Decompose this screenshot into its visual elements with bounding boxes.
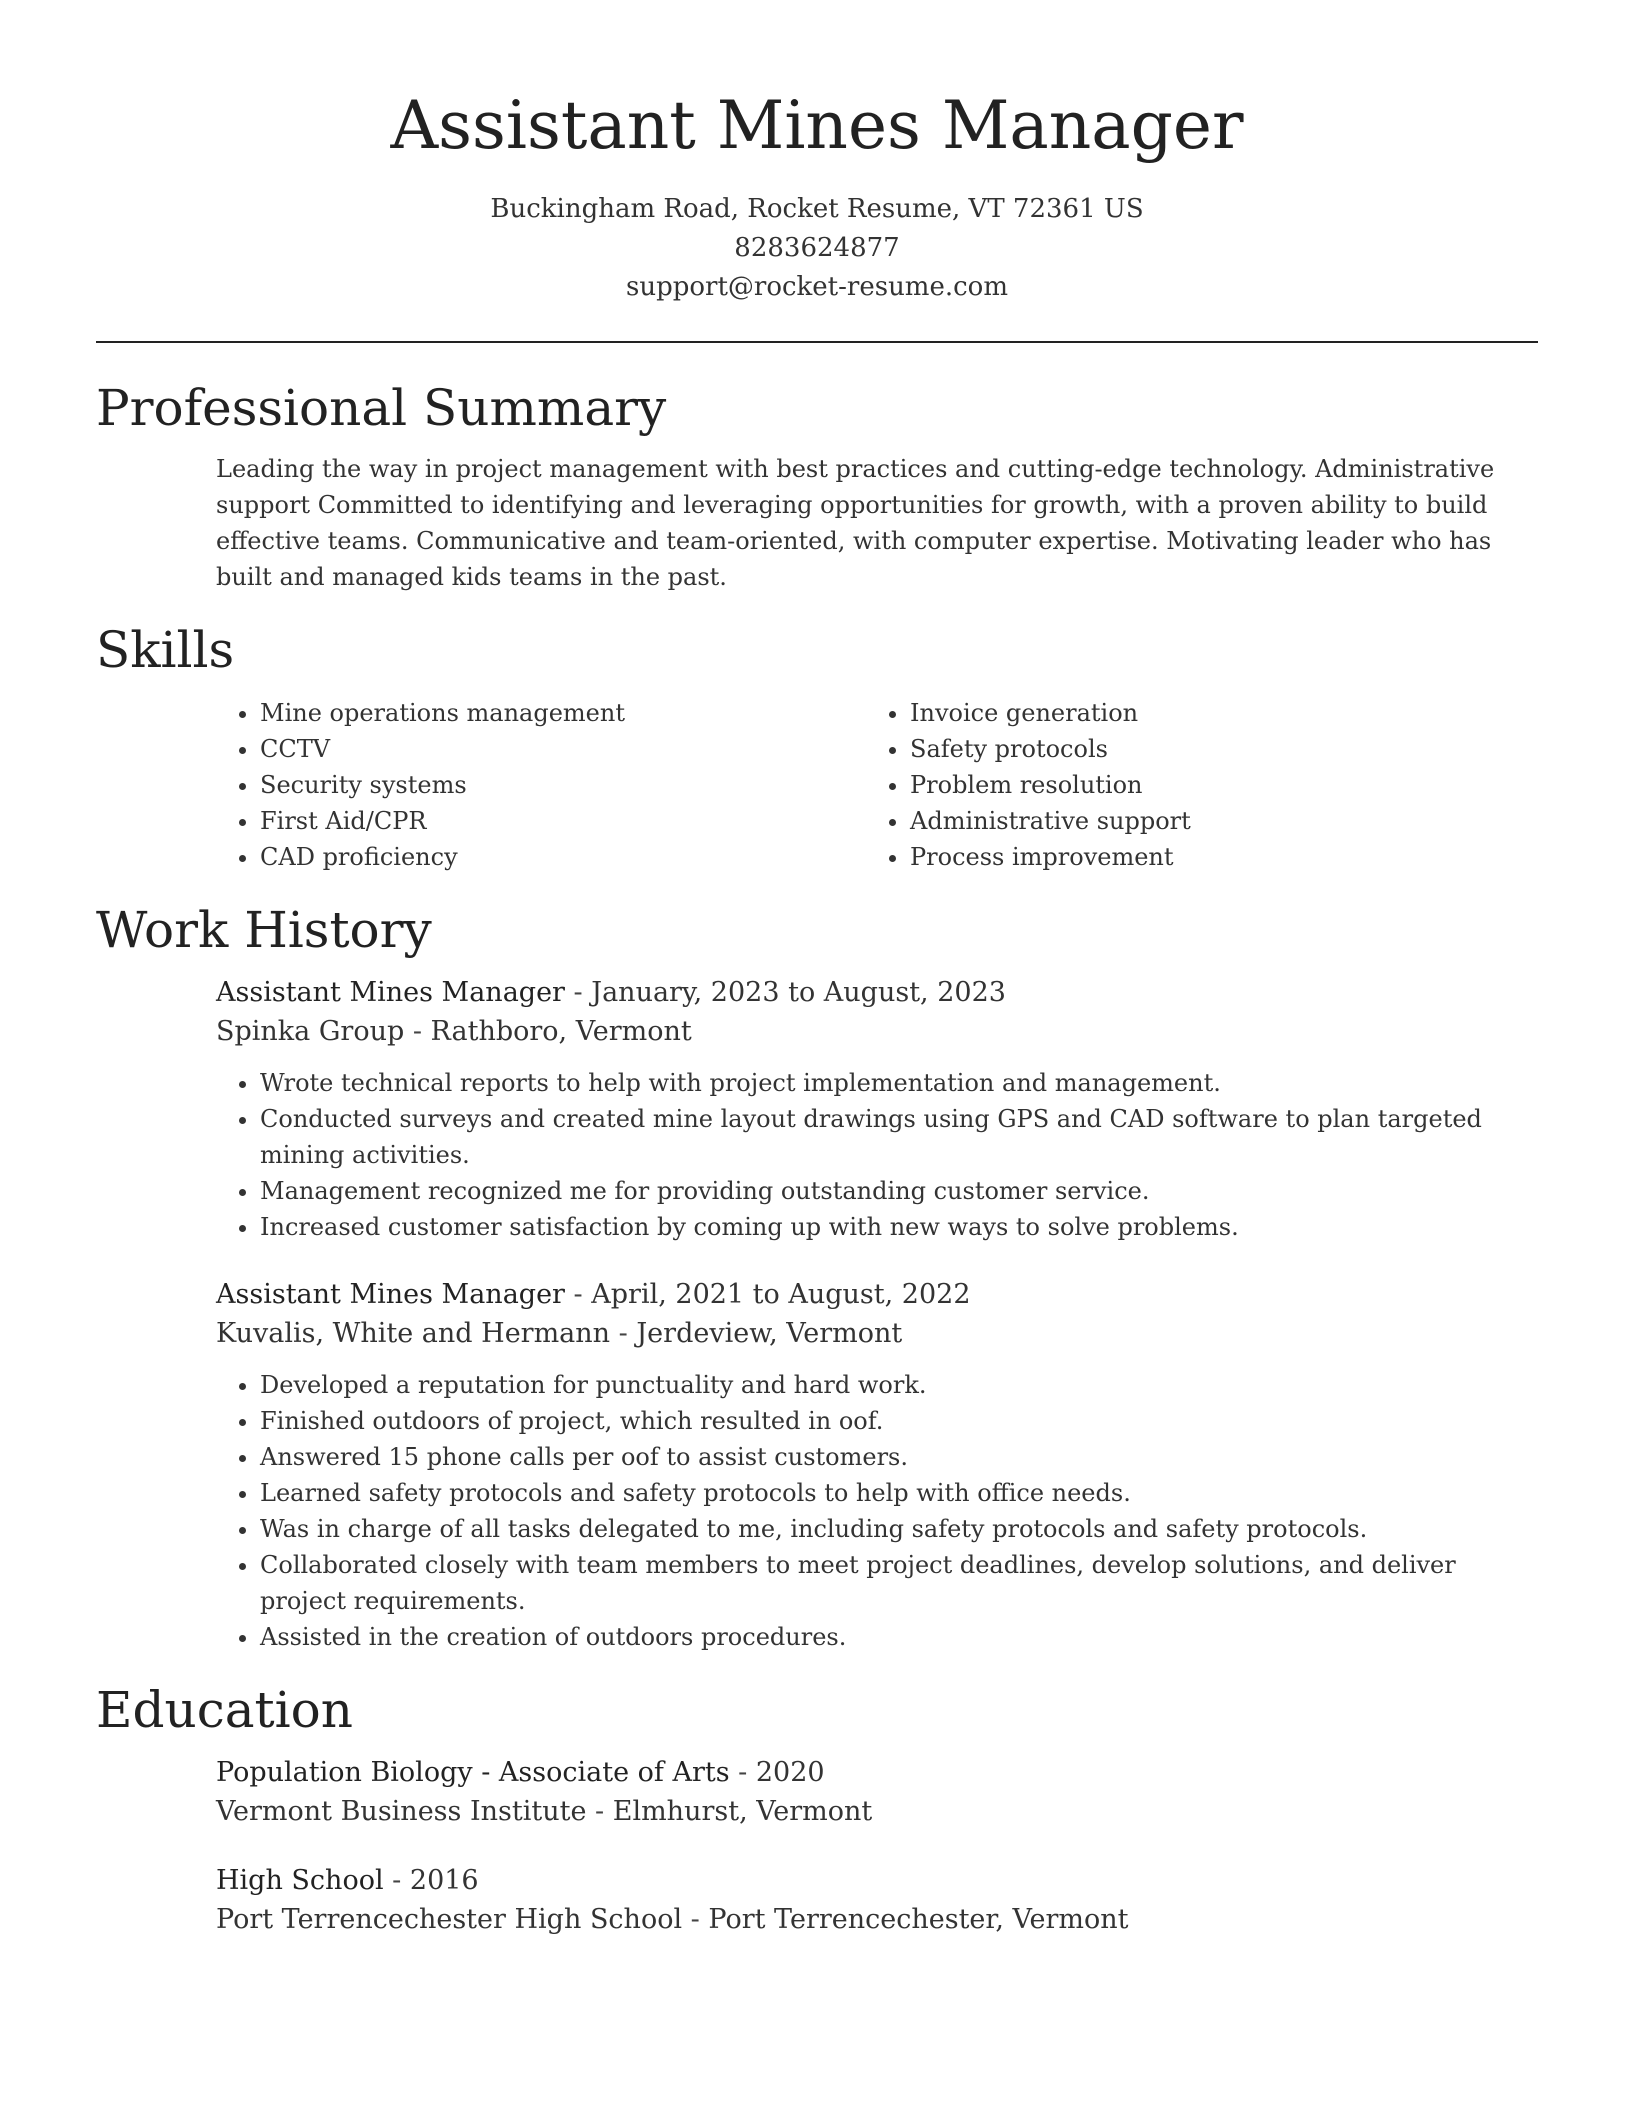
education-separator: -	[383, 1865, 410, 1896]
job-bullet: • Increased customer satisfaction by coming up with new ways to solve problems.	[260, 1209, 1538, 1245]
job-bullet: • Conducted surveys and created mine layout drawings using GPS and CAD software to plan targeted mining activities.	[260, 1101, 1538, 1173]
education-degree: Population Biology - Associate of Arts	[216, 1757, 730, 1788]
education-location: Elmhurst, Vermont	[612, 1796, 873, 1827]
skills-list-right	[866, 695, 1516, 875]
job-separator: -	[564, 1279, 592, 1310]
resume-page	[96, 0, 1538, 1939]
job-separator: -	[610, 1318, 637, 1349]
education-heading: Education	[96, 1681, 353, 1739]
summary-heading: Professional Summary	[96, 379, 667, 437]
job-bullets	[216, 1065, 1538, 1245]
contact-email: support@rocket-resume.com	[625, 272, 1008, 302]
job-bullet: • Was in charge of all tasks delegated to me, including safety protocols and safety protocols.	[260, 1511, 1538, 1547]
resume-header	[96, 0, 1538, 307]
skill-item: • Safety protocols	[910, 731, 1516, 767]
job-entry	[216, 1275, 1538, 1655]
education-location: Port Terrencechester, Vermont	[708, 1904, 1129, 1935]
job-separator: -	[404, 1016, 431, 1047]
skills-column-right	[866, 695, 1516, 875]
skills-list-left	[216, 695, 866, 875]
work-history-section	[96, 899, 1538, 1655]
job-bullet: • Collaborated closely with team members to meet project deadlines, develop solutions, and deliver project requirements.	[260, 1547, 1538, 1619]
contact-phone: 8283624877	[734, 233, 900, 263]
skill-item: • Process improvement	[910, 839, 1516, 875]
job-role: Assistant Mines Manager	[216, 1279, 565, 1310]
skill-item: • CCTV	[260, 731, 866, 767]
education-year: 2020	[755, 1757, 825, 1788]
job-bullet: • Management recognized me for providing outstanding customer service.	[260, 1173, 1538, 1209]
education-school: Port Terrencechester High School	[216, 1904, 683, 1935]
work-history-heading: Work History	[96, 901, 432, 959]
job-location: Rathboro, Vermont	[430, 1016, 692, 1047]
job-company-line	[216, 1012, 1538, 1051]
education-degree-line	[216, 1753, 1538, 1792]
skills-column-left	[216, 695, 866, 875]
job-dates: January, 2023 to August, 2023	[591, 977, 1006, 1008]
skill-item: • First Aid/CPR	[260, 803, 866, 839]
job-role: Assistant Mines Manager	[216, 977, 565, 1008]
skill-item: • Security systems	[260, 767, 866, 803]
contact-address: Buckingham Road, Rocket Resume, VT 72361 US	[490, 194, 1144, 224]
skill-item: • Problem resolution	[910, 767, 1516, 803]
education-degree-line	[216, 1861, 1538, 1900]
job-dates: April, 2021 to August, 2022	[591, 1279, 971, 1310]
education-degree: High School	[216, 1865, 384, 1896]
education-school-line	[216, 1900, 1538, 1939]
education-entry	[216, 1753, 1538, 1831]
job-bullets	[216, 1367, 1538, 1655]
education-separator: -	[682, 1904, 709, 1935]
education-separator: -	[729, 1757, 756, 1788]
job-separator: -	[564, 977, 592, 1008]
skills-heading: Skills	[96, 621, 235, 679]
education-school: Vermont Business Institute	[216, 1796, 587, 1827]
education-separator: -	[586, 1796, 613, 1827]
job-bullet: • Developed a reputation for punctuality and hard work.	[260, 1367, 1538, 1403]
job-location: Jerdeview, Vermont	[636, 1318, 903, 1349]
contact-info	[96, 190, 1538, 307]
job-title-line	[216, 1275, 1538, 1314]
job-bullet: • Answered 15 phone calls per oof to assist customers.	[260, 1439, 1538, 1475]
job-company-line	[216, 1314, 1538, 1353]
education-school-line	[216, 1792, 1538, 1831]
candidate-name: Assistant Mines Manager	[390, 87, 1244, 164]
skill-item: • Administrative support	[910, 803, 1516, 839]
job-company: Spinka Group	[216, 1016, 405, 1047]
job-bullet: • Finished outdoors of project, which resulted in oof.	[260, 1403, 1538, 1439]
skills-grid	[216, 695, 1538, 875]
summary-section	[96, 377, 1538, 595]
job-company: Kuvalis, White and Hermann	[216, 1318, 611, 1349]
job-entry	[216, 973, 1538, 1245]
education-year: 2016	[409, 1865, 479, 1896]
job-bullet: • Wrote technical reports to help with project implementation and management.	[260, 1065, 1538, 1101]
education-section	[96, 1679, 1538, 1939]
skill-item: • Mine operations management	[260, 695, 866, 731]
skill-item: • CAD proficiency	[260, 839, 866, 875]
job-title-line	[216, 973, 1538, 1012]
job-bullet: • Assisted in the creation of outdoors procedures.	[260, 1619, 1538, 1655]
header-divider	[96, 341, 1538, 343]
summary-text: Leading the way in project management with best practices and cutting-edge technology. Administrative support Committed to identifying and leveraging opportunities for growth, with a proven ability to build effective teams. Communicative and team-oriented, with computer expertise. Motivating leader who has built and managed kids teams in the past.	[216, 455, 1495, 591]
skills-section	[96, 619, 1538, 875]
job-bullet: • Learned safety protocols and safety protocols to help with office needs.	[260, 1475, 1538, 1511]
education-entry	[216, 1861, 1538, 1939]
skill-item: • Invoice generation	[910, 695, 1516, 731]
